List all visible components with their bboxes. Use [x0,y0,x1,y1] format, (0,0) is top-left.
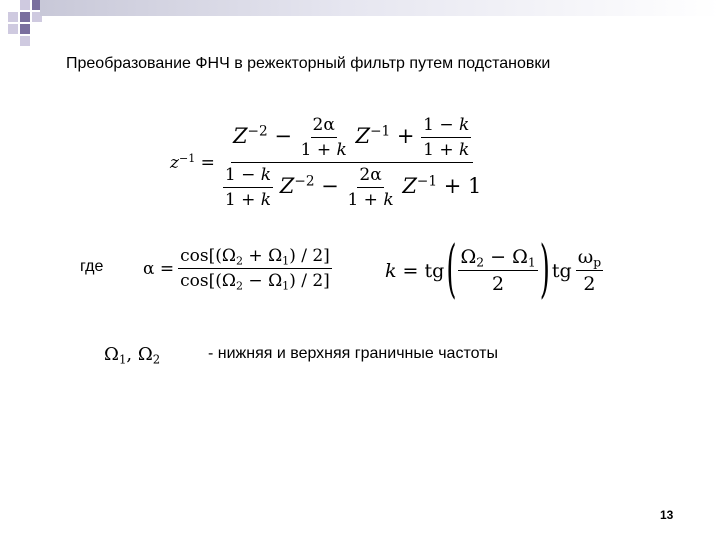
substitution-formula [170,115,483,210]
substitution-numerator: $Z^{-2}$ − $\frac{2\alpha}{1 + k}$ $Z^{-1}$ + $\frac{1 - k}{1 + k}$ [231,115,473,163]
substitution-fraction [221,115,483,210]
top-gradient-bar [40,0,720,16]
omega-symbols: $\Omega_1$, $\Omega_2$ [104,344,161,367]
omega-description: - нижняя и верхняя граничные частоты [208,345,498,362]
alpha-formula: α = $\frac{\cos[(\Omega_2 + \Omega_1) / 2]}{\cos[(\Omega_2 - \Omega_1) / 2]}$ [143,246,330,293]
substitution-lhs: $z^{-1}$ = [170,151,215,173]
slide-title: Преобразование ФНЧ в режекторный фильтр путем подстановки [66,55,551,72]
substitution-denominator: $\frac{1 - k}{1 + k}$ $Z^{-2}$ − $\frac{2\alpha}{1 + k}$ $Z^{-1} + 1$ [224,165,482,210]
k-formula: k = tg ( $\frac{\Omega_2 - \Omega_1}{2}$ ) tg $\frac{\omega_p}{2}$ [385,234,602,307]
page-number: 13 [660,508,674,522]
k-inner-fraction: $\frac{\Omega_2 - \Omega_1}{2}$ [460,246,536,295]
where-label: где [80,258,104,275]
alpha-fraction: $\frac{\cos[(\Omega_2 + \Omega_1) / 2]}{\cos[(\Omega_2 - \Omega_1) / 2]}$ [180,246,330,293]
omega-p-fraction: $\frac{\omega_p}{2}$ [577,246,602,295]
